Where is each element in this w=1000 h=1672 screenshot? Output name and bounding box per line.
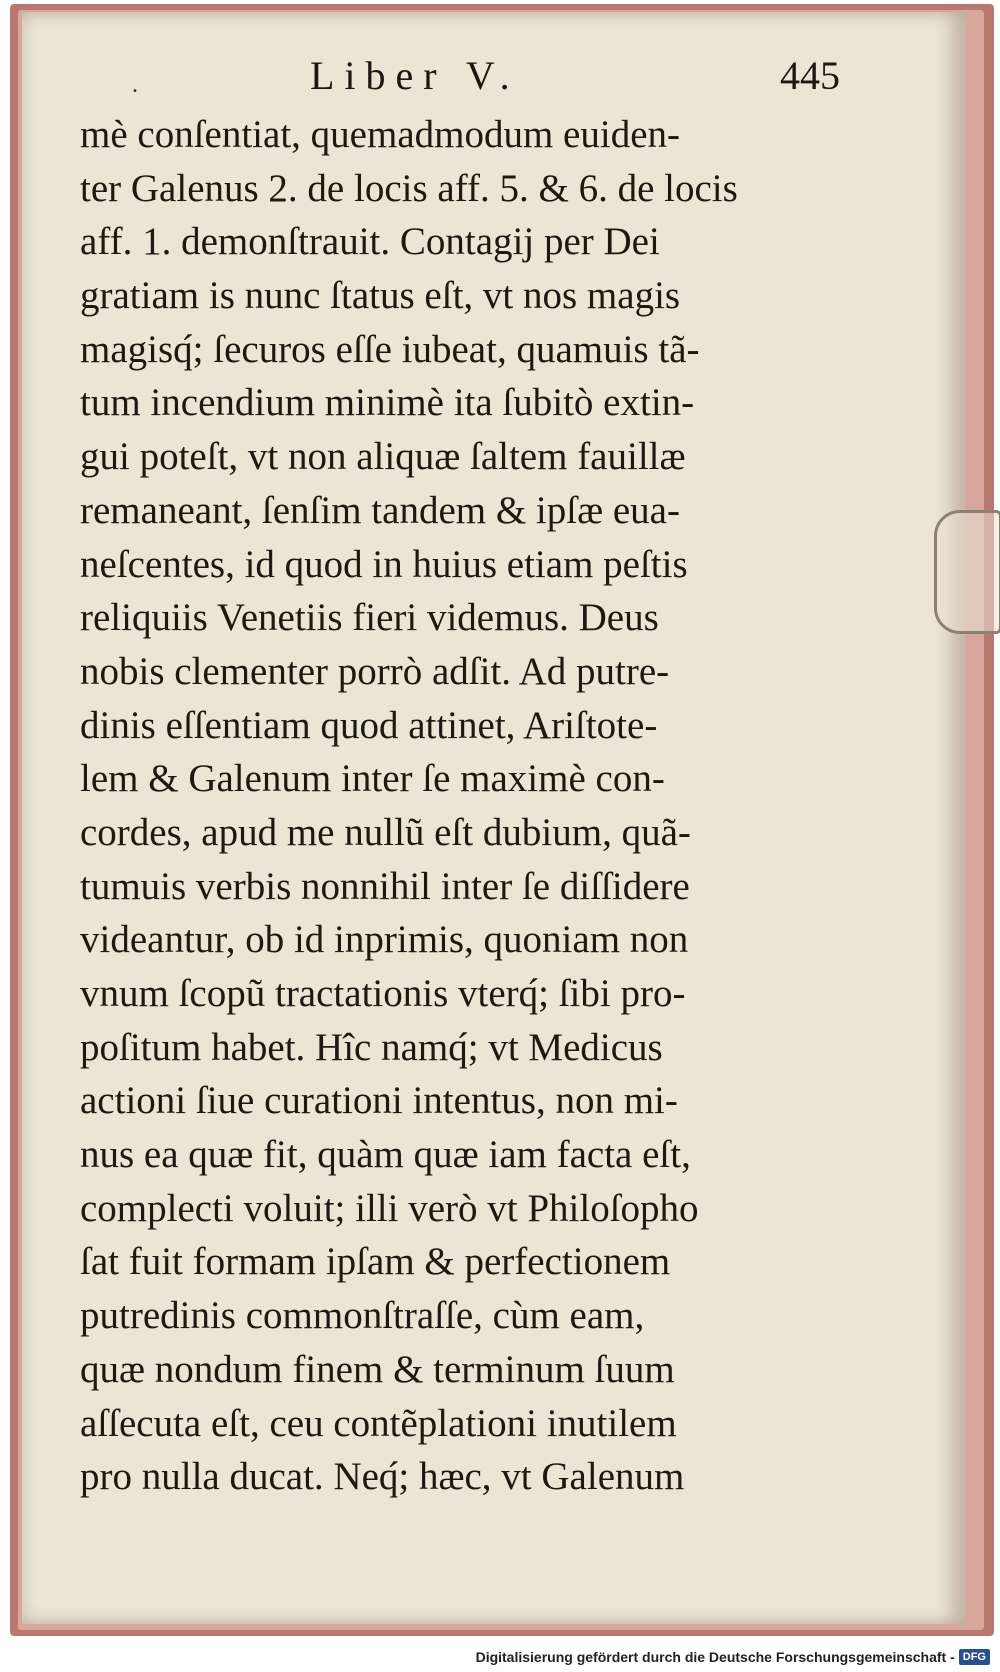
- text-line: reliquiis Venetiis fieri videmus. Deus: [80, 596, 659, 640]
- running-head: [100, 48, 840, 104]
- text-line: pro nulla ducat. Neq́; hæc, vt Galenum: [80, 1455, 685, 1499]
- text-line: ſat fuit formam ipſam & perfectionem: [80, 1240, 671, 1284]
- text-line: complecti voluit; illi verò vt Philoſopho: [80, 1186, 699, 1230]
- text-line: tumuis verbis nonnihil inter ſe diſſidere: [80, 864, 690, 908]
- text-line: dinis eſſentiam quod attinet, Ariſtote-: [80, 703, 658, 747]
- text-line: poſitum habet. Hîc namq́; vt Medicus: [80, 1025, 663, 1069]
- text-line: tum incendium minimè ita ſubitò extin-: [80, 381, 695, 425]
- text-line: neſcentes, id quod in huius etiam peſtis: [80, 542, 688, 586]
- text-line: vnum ſcopũ tractationis vterq́; ſibi pro-: [80, 972, 686, 1015]
- page-clip: [934, 510, 1000, 634]
- text-line: ter Galenus 2. de locis aff. 5. & 6. de locis: [80, 166, 738, 210]
- page-number: 445: [780, 53, 840, 98]
- text-line: magisq́; ſecuros eſſe iubeat, quamuis tã-: [80, 327, 700, 371]
- text-line: videantur, ob id inprimis, quoniam non: [80, 918, 689, 962]
- text-line: gui poteſt, vt non aliquæ ſaltem fauillæ: [80, 435, 686, 479]
- dfg-logo-icon: DFG: [959, 1649, 990, 1665]
- text-line: aff. 1. demonſtrauit. Contagij per Dei: [80, 220, 660, 264]
- text-line: actioni ſiue curationi intentus, non mi-: [80, 1079, 678, 1123]
- text-line: cordes, apud me nullũ eſt dubium, quã-: [80, 810, 691, 854]
- text-line: gratiam is nunc ſtatus eſt, vt nos magis: [80, 274, 681, 318]
- text-line: lem & Galenum inter ſe maximè con-: [80, 757, 665, 801]
- text-line: nus ea quæ fit, quàm quæ iam facta eſt,: [80, 1133, 691, 1177]
- text-line: nobis clementer porrò adſit. Ad putre-: [80, 649, 670, 693]
- body-text: [80, 108, 840, 1499]
- footer-credit: Digitalisierung gefördert durch die Deutsche Forschungsgemeinschaft -: [475, 1649, 955, 1665]
- text-line: aſſecuta eſt, ceu contẽplationi inutilem: [80, 1401, 677, 1445]
- text-line: remaneant, ſenſim tandem & ipſæ eua-: [80, 488, 680, 532]
- running-head-dot: .: [132, 72, 138, 98]
- digitization-footer: [476, 1646, 990, 1668]
- text-line: mè conſentiat, quemadmodum euiden-: [80, 113, 680, 156]
- text-line: quæ nondum finem & terminum ſuum: [80, 1347, 675, 1391]
- running-head-title: Liber V.: [310, 53, 520, 98]
- text-line: putredinis commonſtraſſe, cùm eam,: [80, 1294, 645, 1338]
